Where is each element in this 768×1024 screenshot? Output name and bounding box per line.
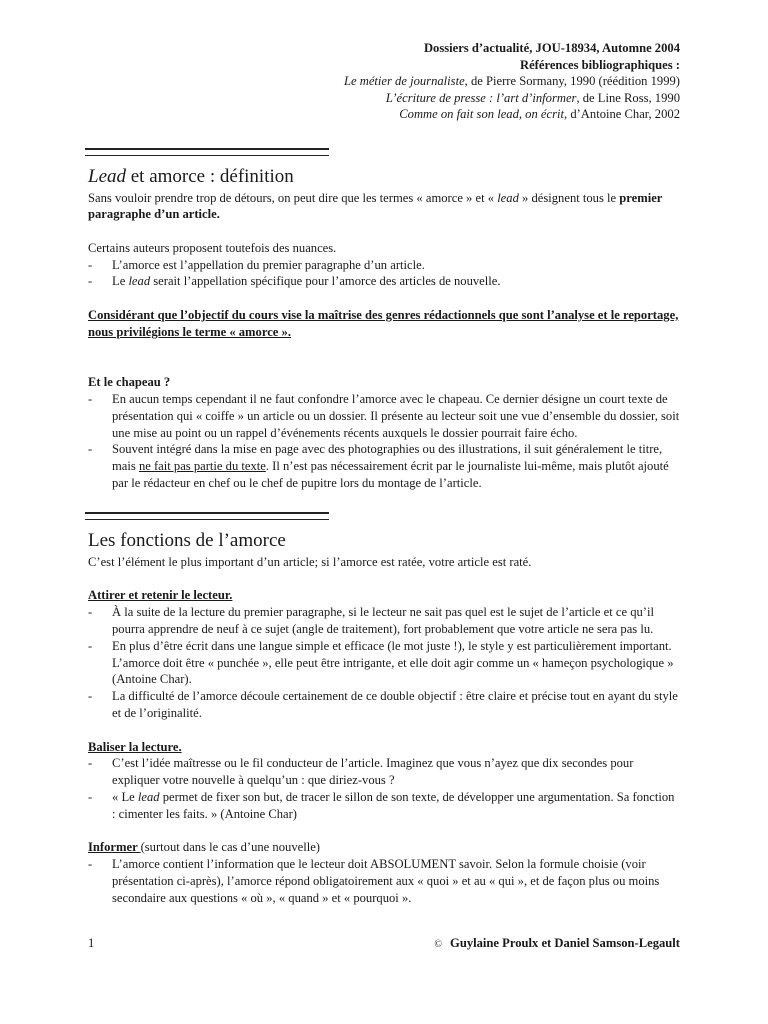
list-item: - En plus d’être écrit dans une langue simple et efficace (le mot juste !), le style y est particulièrement important. L’amorce doit être « punchée », elle peut être intrigante, et elle doit agir comme un « hameçon psychologique » (Antoine Char). bbox=[88, 638, 680, 688]
list-item: - À la suite de la lecture du premier paragraphe, si le lecteur ne sait pas quel est le sujet de l’article et ce qu’il pourra apprendre de neuf à ce sujet (angle de traitement), fort probablement que votre article ne sera pas lu. bbox=[88, 604, 680, 638]
list-item: - L’amorce contient l’information que le lecteur doit ABSOLUMENT savoir. Selon la formule choisie (voir présentation ci-après), l’amorce répond obligatoirement aux « quoi » et au « qui », et de façon plus ou moins secondaire aux questions « où », « quand » et « pourquoi ». bbox=[88, 856, 680, 906]
page-footer bbox=[88, 935, 680, 953]
section-divider bbox=[85, 512, 329, 520]
chapeau-list bbox=[88, 391, 680, 492]
list-item: - La difficulté de l’amorce découle certainement de ce double objectif : être claire et précise tout en ayant du style et de l’originalité. bbox=[88, 688, 680, 722]
list-item: - C’est l’idée maîtresse ou le fil conducteur de l’article. Imaginez que vous n’ayez que dix secondes pour expliquer votre nouvelle à quelqu’un : que diriez-vous ? bbox=[88, 755, 680, 789]
list-item: - Le lead serait l’appellation spécifique pour l’amorce des articles de nouvelle. bbox=[88, 273, 680, 290]
informer-heading: Informer (surtout dans le cas d’une nouvelle) bbox=[88, 840, 320, 855]
baliser-heading: Baliser la lecture. bbox=[88, 739, 182, 754]
reference-item: Comme on fait son lead, on écrit, d’Antoine Char, 2002 bbox=[399, 107, 680, 121]
section-title-definition: Lead et amorce : définition bbox=[88, 165, 294, 187]
nuances-list bbox=[88, 257, 680, 291]
list-item: - « Le lead permet de fixer son but, de tracer le sillon de son texte, de développer une argumentation. Sa fonction : cimenter les faits. » (Antoine Char) bbox=[88, 789, 680, 823]
attirer-heading: Attirer et retenir le lecteur. bbox=[88, 588, 233, 603]
copyright-symbol: © bbox=[434, 939, 443, 950]
informer-list bbox=[88, 856, 680, 906]
reference-item: L’écriture de presse : l’art d’informer, de Line Ross, 1990 bbox=[385, 90, 680, 105]
document-page bbox=[88, 40, 680, 907]
section-divider bbox=[85, 148, 329, 156]
definition-paragraph: Sans vouloir prendre trop de détours, on peut dire que les termes « amorce » et « lead » désignent tous le premier paragraphe d’un article. bbox=[88, 190, 663, 222]
baliser-list bbox=[88, 755, 680, 822]
document-header bbox=[88, 40, 680, 123]
references-label: Références bibliographiques : bbox=[520, 57, 680, 72]
section-title-functions: Les fonctions de l’amorce bbox=[88, 529, 286, 551]
course-line: Dossiers d’actualité, JOU-18934, Automne 2004 bbox=[423, 41, 680, 55]
list-item: - En aucun temps cependant il ne faut confondre l’amorce avec le chapeau. Ce dernier désigne un court texte de présentation qui « coiffe » un article ou un dossier. Il présente au lecteur soit une vue d’ensemble du dossier, soit une mise au point ou un rappel d’événements récents auxquels le dossier pourrait faire écho. bbox=[88, 391, 680, 441]
list-item: - L’amorce est l’appellation du premier paragraphe d’un article. bbox=[88, 257, 680, 274]
page-number: 1 bbox=[88, 936, 95, 950]
considering-statement: Considérant que l’objectif du cours vise la maîtrise des genres rédactionnels que sont l’analyse et le reportage, nous privilégions le terme « amorce ». bbox=[88, 308, 679, 339]
footer-credit bbox=[434, 935, 680, 954]
reference-item: Le métier de journaliste, de Pierre Sormany, 1990 (réédition 1999) bbox=[343, 74, 680, 88]
attirer-list bbox=[88, 604, 680, 722]
functions-intro: C’est l’élément le plus important d’un article; si l’amorce est ratée, votre article est raté. bbox=[88, 554, 532, 569]
chapeau-heading: Et le chapeau ? bbox=[88, 375, 171, 390]
list-item: - Souvent intégré dans la mise en page avec des photographies ou des illustrations, il suit généralement le titre, mais ne fait pas partie du texte. Il n’est pas nécessairement écrit par le journaliste lui-même, mais plutôt ajouté par le rédacteur en chef ou le chef de pupitre lors du montage de l’article. bbox=[88, 441, 680, 491]
nuances-paragraph: Certains auteurs proposent toutefois des nuances. bbox=[88, 240, 337, 255]
footer-authors: Guylaine Proulx et Daniel Samson-Legault bbox=[450, 936, 680, 950]
